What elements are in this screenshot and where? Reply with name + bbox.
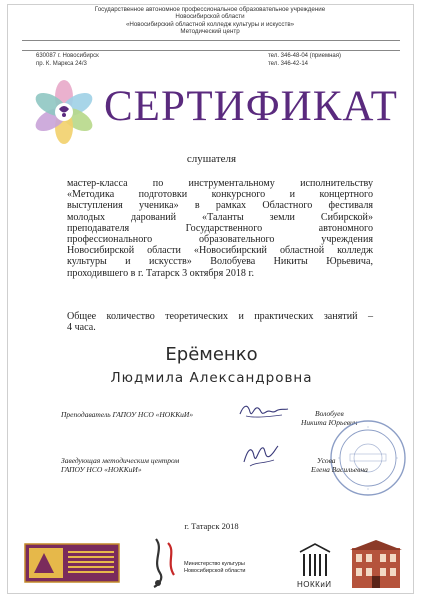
signature-2-role [61,456,179,474]
address-left [36,52,99,68]
ministry-line-1: Министерство культуры [184,561,245,567]
address-postal: 630087 г. Новосибирск [36,53,99,59]
header-divider-2 [22,50,400,51]
college-building-logo [350,538,402,590]
header-line-1: Государственное автономное профессиональное образовательное учреждение [94,6,326,13]
body-line: «Методика подготовки конкурсного и концертного [67,189,373,201]
signature-1-given: Никита Юрьевич [301,418,358,427]
body-line: преподавателя Государственного автономного [67,222,373,234]
address-phone-2: тел. 346-42-14 [268,61,309,67]
ministry-emblem [150,535,184,591]
signature-2-name [311,456,368,474]
recipient-surname: Ерёменко [165,344,258,365]
signature-1-role-line: Преподаватель ГАПОУ НСО «НОККиИ» [61,410,194,419]
hours-count [67,311,373,334]
certificate-body [67,178,373,279]
body-line: профессионального образовательного учреждения [67,234,373,246]
signature-2-role-line-1: Заведующая методическим центром [61,456,180,465]
ministry-line-2: Новосибирской области [184,567,246,574]
address-phone-1: тел. 346-48-04 (приемная) [268,53,341,59]
count-line: 4 часа. [67,322,96,334]
header-line-3: «Новосибирский областной колледж культуры и искусств» [125,20,295,28]
certificate-subtitle: слушателя [186,153,237,165]
city-year: г. Татарск 2018 [184,521,239,531]
body-line: мастер-класса по инструментальному исполнительству [67,178,373,189]
flower-logo [30,78,98,146]
nokki-logo [296,540,334,578]
body-line: проходившего в г. Татарск 3 октября 2018 г. [67,267,255,279]
address-street: пр. К. Маркса 24/3 [36,61,87,67]
signature-1-surname: Волобуев [315,409,344,418]
institution-header [60,6,360,36]
header-divider [22,40,400,41]
address-right [268,52,341,68]
certificate-title: СЕРТИФИКАТ [104,83,398,130]
header-line-2: Новосибирской области [175,13,245,21]
ministry-name [184,561,246,574]
body-line: культуры и искусств» Волобуева Никиты Юрьевича, [67,256,373,268]
signature-2-surname: Усова [317,456,336,465]
header-line-4: Методический центр [180,28,240,36]
count-line: Общее количество теоретических и практических занятий – [67,311,373,322]
body-line: молодых дарований «Таланты земли Сибирской» [67,211,373,223]
body-line: Новосибирской области «Новосибирский областной колледж [67,245,373,257]
nokki-label: НОККиИ [297,580,332,589]
signature-1-role [61,410,193,419]
signature-2-role-line-2: ГАПОУ НСО «НОККиИ» [61,465,142,474]
signature-1-handwriting [238,400,290,422]
signature-2-given: Елена Васильевна [311,465,368,474]
body-line: выступления ученика» в рамках Областного фестиваля [67,200,373,212]
festival-logo [24,543,120,583]
recipient-name: Людмила Александровна [110,370,313,386]
signature-2-handwriting [240,442,280,472]
